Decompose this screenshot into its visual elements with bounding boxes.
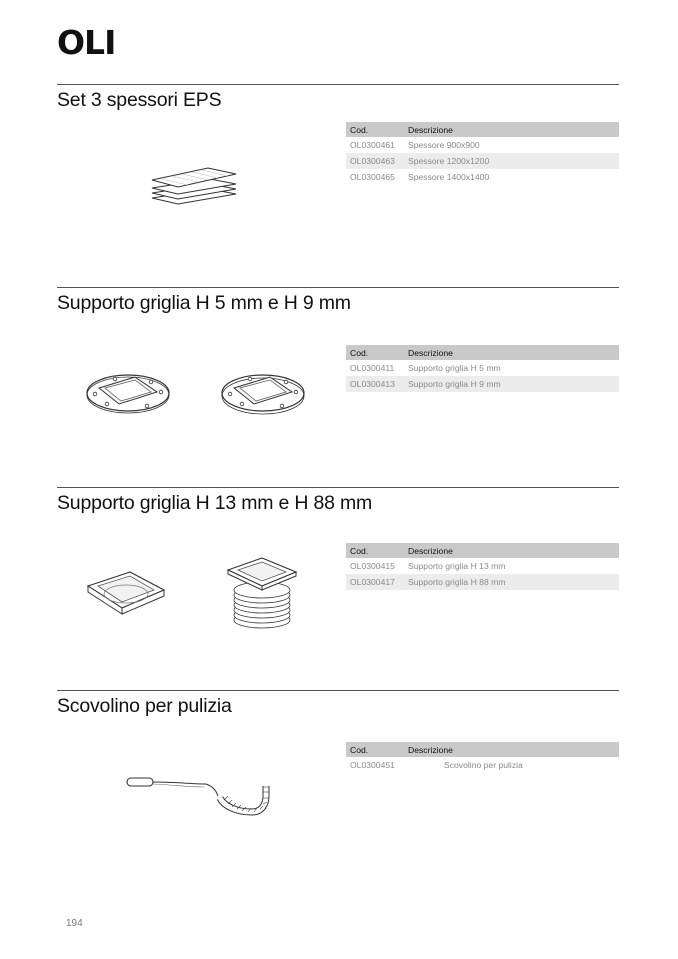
product-description: Supporto griglia H 9 mm: [404, 376, 619, 392]
product-code-table: [346, 122, 619, 185]
column-header-description: Descrizione: [404, 742, 619, 757]
product-description: Spessore 1400x1400: [408, 172, 490, 182]
column-header-description: Descrizione: [404, 122, 619, 137]
table-row: [346, 360, 619, 376]
product-code: OL0300415: [350, 561, 395, 571]
product-code-table: [346, 742, 619, 773]
grate-support-h13-illustration: [84, 568, 168, 618]
table-row: [346, 757, 619, 773]
section-title: Supporto griglia H 5 mm e H 9 mm: [57, 292, 351, 314]
product-description: Spessore 900x900: [408, 140, 480, 150]
grate-support-h9-illustration: [220, 370, 306, 416]
table-row: [346, 574, 619, 590]
eps-spacer-set-illustration: [148, 164, 240, 212]
section-divider: [57, 487, 619, 488]
table-row: [346, 153, 619, 169]
product-description: Supporto griglia H 13 mm: [408, 561, 506, 571]
brand-logo: OLI: [57, 23, 116, 62]
table-header-row: [346, 345, 619, 360]
product-code: OL0300413: [346, 376, 404, 392]
product-code-table: [346, 543, 619, 590]
column-header-code: Cod.: [346, 543, 404, 558]
table-header-row: [346, 742, 619, 757]
grate-support-h5-illustration: [85, 370, 171, 416]
section-title: Set 3 spessori EPS: [57, 89, 222, 111]
product-description: Spessore 1200x1200: [404, 153, 619, 169]
section-divider: [57, 84, 619, 85]
cleaning-brush-illustration: [124, 772, 274, 820]
product-code: OL0300411: [350, 363, 395, 373]
page-number: 194: [66, 918, 83, 929]
product-code: OL0300451: [350, 760, 395, 770]
table-row: [346, 169, 619, 185]
table-row: [346, 376, 619, 392]
column-header-code: Cod.: [346, 122, 404, 137]
product-code: OL0300463: [346, 153, 404, 169]
table-row: [346, 558, 619, 574]
product-code-table: [346, 345, 619, 392]
product-description: Supporto griglia H 5 mm: [408, 363, 501, 373]
section-title: Supporto griglia H 13 mm e H 88 mm: [57, 492, 373, 514]
column-header-code: Cod.: [346, 742, 404, 757]
product-code: OL0300417: [346, 574, 404, 590]
section-title: Scovolino per pulizia: [57, 695, 232, 717]
column-header-description: Descrizione: [404, 345, 619, 360]
product-code: OL0300465: [350, 172, 395, 182]
product-description: Supporto griglia H 88 mm: [404, 574, 619, 590]
column-header-description: Descrizione: [404, 543, 619, 558]
column-header-code: Cod.: [346, 345, 404, 360]
product-code: OL0300461: [350, 140, 395, 150]
section-divider: [57, 690, 619, 691]
table-header-row: [346, 122, 619, 137]
grate-support-h88-illustration: [224, 554, 300, 632]
table-header-row: [346, 543, 619, 558]
section-divider: [57, 287, 619, 288]
table-row: [346, 137, 619, 153]
product-description: Scovolino per pulizia: [444, 760, 523, 770]
